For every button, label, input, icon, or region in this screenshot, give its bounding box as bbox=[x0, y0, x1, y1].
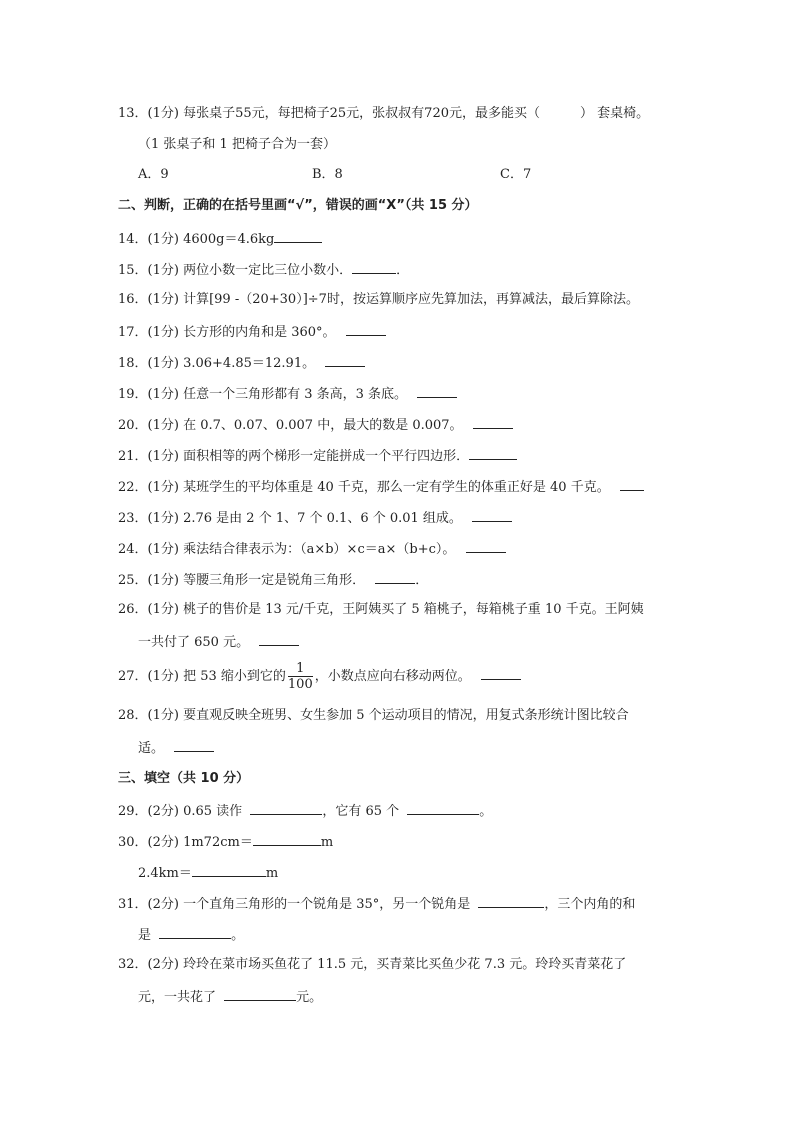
answer-blank[interactable] bbox=[274, 230, 322, 243]
q32-line1: 32．(2分) 玲玲在菜市场买鱼花了 11.5 元，买青菜比买鱼少花 7.3 元。玲玲买青菜花了 bbox=[118, 957, 627, 972]
answer-blank[interactable] bbox=[224, 988, 296, 1001]
option-b[interactable]: B．8 bbox=[312, 167, 343, 182]
fraction: $\frac{1}{100}$ bbox=[287, 661, 313, 692]
q28-line2: 适。 bbox=[138, 739, 214, 757]
answer-blank[interactable] bbox=[375, 571, 415, 584]
q27: 27．(1分) 把 53 缩小到它的 $\frac{1}{100}$ ，小数点应向右移动两位。 bbox=[118, 660, 521, 694]
option-a[interactable]: A．9 bbox=[138, 167, 169, 182]
answer-blank[interactable] bbox=[250, 802, 322, 815]
q13-line1: 13．(1分) 每张桌子55元，每把椅子25元，张叔叔有720元，最多能买（ ） 套桌椅。 bbox=[118, 106, 650, 121]
answer-blank[interactable] bbox=[325, 354, 365, 367]
answer-blank[interactable] bbox=[259, 633, 299, 646]
q18: 18．(1分) 3.06+4.85＝12.91。 bbox=[118, 354, 365, 372]
answer-blank[interactable] bbox=[466, 540, 506, 553]
q13-line2: （1 张桌子和 1 把椅子合为一套） bbox=[138, 137, 336, 152]
answer-blank[interactable] bbox=[472, 509, 512, 522]
answer-blank[interactable] bbox=[469, 447, 517, 460]
answer-blank[interactable] bbox=[253, 833, 321, 846]
q23: 23．(1分) 2.76 是由 2 个 1、7 个 0.1、6 个 0.01 组成。 bbox=[118, 509, 512, 527]
answer-blank[interactable] bbox=[192, 864, 266, 877]
q28-line1: 28．(1分) 要直观反映全班男、女生参加 5 个运动项目的情况，用复式条形统计图比较合 bbox=[118, 708, 629, 723]
q25: 25．(1分) 等腰三角形一定是锐角三角形． ． bbox=[118, 573, 429, 588]
answer-blank[interactable] bbox=[346, 323, 386, 336]
q15: 15．(1分) 两位小数一定比三位小数小． ． bbox=[118, 263, 410, 278]
answer-blank[interactable] bbox=[407, 802, 479, 815]
q31-line1: 31．(2分) 一个直角三角形的一个锐角是 35°，另一个锐角是 ，三个内角的和 bbox=[118, 897, 636, 912]
answer-blank[interactable] bbox=[159, 926, 231, 939]
answer-blank[interactable] bbox=[478, 895, 544, 908]
q26-line2: 一共付了 650 元。 bbox=[138, 633, 299, 651]
section-3-heading: 三、填空（共 10 分） bbox=[118, 771, 250, 786]
answer-blank[interactable] bbox=[481, 667, 521, 680]
q32-line2: 元，一共花了 元。 bbox=[138, 990, 323, 1005]
section-2-heading: 二、判断，正确的在括号里画“√”，错误的画“X”（共 15 分） bbox=[118, 198, 478, 213]
q30-line2: 2.4km＝ m bbox=[138, 866, 279, 881]
q29: 29．(2分) 0.65 读作 ，它有 65 个 。 bbox=[118, 804, 493, 819]
option-c[interactable]: C．7 bbox=[500, 167, 532, 182]
q16: 16．(1分) 计算[99 -（20+30）]÷7时，按运算顺序应先算加法，再算减法，最后算除法。 bbox=[118, 292, 639, 307]
answer-blank[interactable] bbox=[352, 261, 396, 274]
q21: 21．(1分) 面积相等的两个梯形一定能拼成一个平行四边形． bbox=[118, 447, 517, 465]
answer-blank[interactable] bbox=[620, 478, 644, 491]
answer-blank[interactable] bbox=[174, 739, 214, 752]
q30-line1: 30．(2分) 1m72cm＝ m bbox=[118, 835, 334, 850]
q20: 20．(1分) 在 0.7、0.07、0.007 中，最大的数是 0.007。 bbox=[118, 416, 513, 434]
q19: 19．(1分) 任意一个三角形都有 3 条高，3 条底。 bbox=[118, 385, 457, 403]
q13-options bbox=[138, 167, 531, 183]
q24: 24．(1分) 乘法结合律表示为：（a×b）×c＝a×（b+c）。 bbox=[118, 540, 506, 558]
q26-line1: 26．(1分) 桃子的售价是 13 元/千克，王阿姨买了 5 箱桃子，每箱桃子重 10 千克。王阿姨 bbox=[118, 602, 644, 617]
q22: 22．(1分) 某班学生的平均体重是 40 千克，那么一定有学生的体重正好是 40 千克。 bbox=[118, 478, 644, 496]
q17: 17．(1分) 长方形的内角和是 360°。 bbox=[118, 323, 386, 341]
q14: 14．(1分) 4600g＝4.6kg bbox=[118, 230, 322, 248]
answer-blank[interactable] bbox=[473, 416, 513, 429]
answer-blank[interactable] bbox=[417, 385, 457, 398]
q31-line2: 是 。 bbox=[138, 928, 245, 943]
